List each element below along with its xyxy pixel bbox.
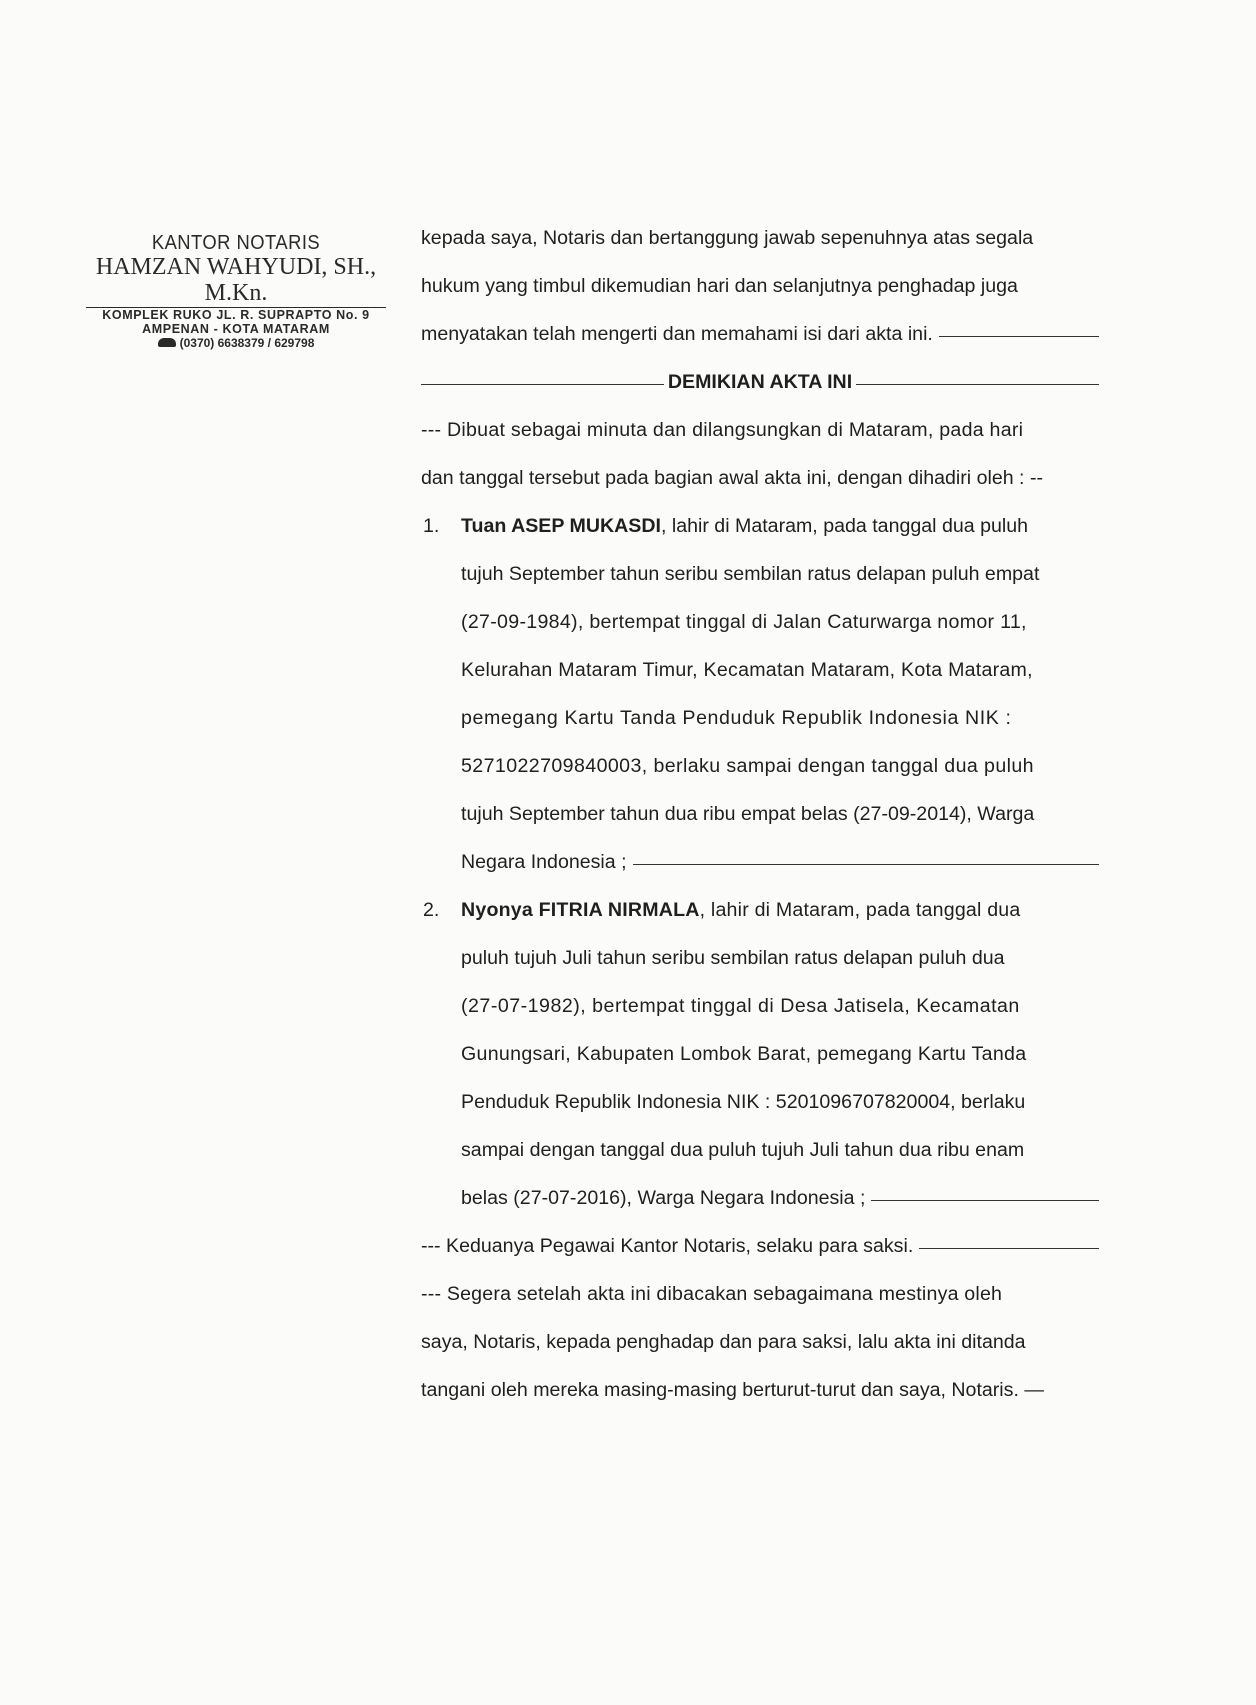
phone-icon bbox=[158, 338, 176, 347]
section-title-line bbox=[421, 370, 1099, 394]
witness1-line4: Kelurahan Mataram Timur, Kecamatan Mataram, Kota Mataram, bbox=[461, 659, 1033, 681]
witness2-line2: puluh tujuh Juli tahun seribu sembilan ratus delapan puluh dua bbox=[461, 947, 1005, 969]
paragraph4-line3: tangani oleh mereka masing-masing berturut-turut dan saya, Notaris. — bbox=[421, 1379, 1044, 1401]
witness1-line6: 5271022709840003, berlaku sampai dengan tanggal dua puluh bbox=[461, 755, 1034, 777]
paragraph1-line1: kepada saya, Notaris dan bertanggung jawab sepenuhnya atas segala bbox=[421, 227, 1034, 249]
address-line-1: KOMPLEK RUKO JL. R. SUPRAPTO No. 9 bbox=[102, 308, 370, 322]
dash-rule bbox=[919, 1248, 1099, 1249]
witness1-line5: pemegang Kartu Tanda Penduduk Republik Indonesia NIK : bbox=[461, 707, 1012, 729]
dash-rule bbox=[421, 384, 664, 385]
paragraph2-line2: dan tanggal tersebut pada bagian awal akta ini, dengan dihadiri oleh : -- bbox=[421, 467, 1043, 489]
witness1-line1: Tuan ASEP MUKASDI, lahir di Mataram, pada tanggal dua puluh bbox=[461, 515, 1029, 537]
dash-rule bbox=[871, 1200, 1099, 1201]
paragraph1-line3: menyatakan telah mengerti dan memahami isi dari akta ini. bbox=[421, 322, 1099, 346]
witness1-line3: (27-09-1984), bertempat tinggal di Jalan Caturwarga nomor 11, bbox=[461, 611, 1027, 633]
address-line-2: AMPENAN - KOTA MATARAM bbox=[142, 322, 330, 336]
phone-number: (0370) 6638379 / 629798 bbox=[179, 336, 315, 350]
paragraph2-line1: --- Dibuat sebagai minuta dan dilangsungkan di Mataram, pada hari bbox=[421, 419, 1024, 441]
witness1-line8: Negara Indonesia ; bbox=[461, 850, 1099, 874]
office-label: KANTOR NOTARIS bbox=[151, 232, 321, 254]
witness1-number: 1. bbox=[423, 515, 440, 537]
notary-name: HAMZAN WAHYUDI, SH., M.Kn. bbox=[86, 254, 386, 308]
section-title: DEMIKIAN AKTA INI bbox=[667, 371, 853, 393]
witness2-line4: Gunungsari, Kabupaten Lombok Barat, pemegang Kartu Tanda bbox=[461, 1043, 1027, 1065]
witness2-line7: belas (27-07-2016), Warga Negara Indonesia ; bbox=[461, 1186, 1099, 1210]
paragraph3: --- Keduanya Pegawai Kantor Notaris, selaku para saksi. bbox=[421, 1234, 1099, 1258]
paragraph4-line1: --- Segera setelah akta ini dibacakan sebagaimana mestinya oleh bbox=[421, 1283, 1003, 1305]
paragraph4-line2: saya, Notaris, kepada penghadap dan para saksi, lalu akta ini ditanda bbox=[421, 1331, 1026, 1353]
dash-rule bbox=[633, 864, 1099, 865]
paragraph1-line2: hukum yang timbul dikemudian hari dan selanjutnya penghadap juga bbox=[421, 275, 1018, 297]
witness1-name: Tuan ASEP MUKASDI bbox=[461, 515, 661, 537]
witness1-line7: tujuh September tahun dua ribu empat belas (27-09-2014), Warga bbox=[461, 803, 1035, 825]
phone-line bbox=[86, 336, 386, 350]
dash-rule bbox=[939, 336, 1099, 337]
witness2-line5: Penduduk Republik Indonesia NIK : 5201096707820004, berlaku bbox=[461, 1091, 1026, 1113]
letterhead bbox=[86, 232, 386, 350]
witness2-line6: sampai dengan tanggal dua puluh tujuh Juli tahun dua ribu enam bbox=[461, 1139, 1025, 1161]
witness1-line2: tujuh September tahun seribu sembilan ratus delapan puluh empat bbox=[461, 563, 1040, 585]
witness2-line1: Nyonya FITRIA NIRMALA, lahir di Mataram, pada tanggal dua bbox=[461, 899, 1021, 921]
witness2-name: Nyonya FITRIA NIRMALA bbox=[461, 899, 700, 921]
witness2-line3: (27-07-1982), bertempat tinggal di Desa Jatisela, Kecamatan bbox=[461, 995, 1020, 1017]
witness2-number: 2. bbox=[423, 899, 440, 921]
dash-rule bbox=[856, 384, 1099, 385]
